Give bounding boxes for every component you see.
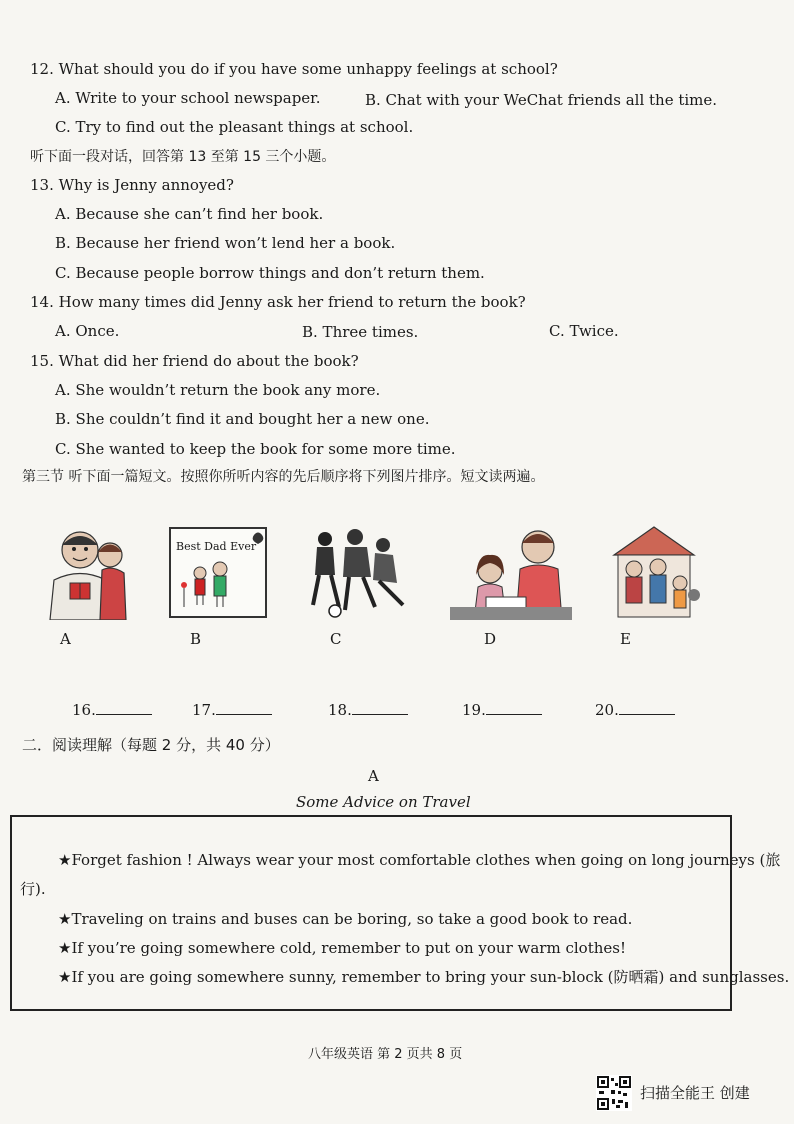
q12-option-c: C. Try to find out the pleasant things at school. — [55, 118, 414, 136]
q15-option-c: C. She wanted to keep the book for some more time. — [55, 440, 456, 458]
picture-a-label: A — [60, 630, 71, 648]
advice-item-3: ★If you’re going somewhere cold, remember to put on your warm clothes! — [58, 939, 626, 957]
picture-c-label: C — [330, 630, 342, 648]
q13-option-a: A. Because she can’t find her book. — [55, 205, 324, 223]
picture-d-reading-together — [450, 525, 572, 620]
picture-d-label: D — [484, 630, 497, 648]
answer-blank-17[interactable] — [192, 700, 272, 719]
picture-b-card-text: Best Dad Ever — [176, 540, 257, 553]
scanner-watermark: 扫描全能王 创建 — [640, 1084, 750, 1102]
answer-blank-16[interactable] — [72, 700, 152, 719]
advice-item-2: ★Traveling on trains and buses can be boring, so take a good book to read. — [58, 910, 633, 928]
answer-blank-18[interactable] — [328, 700, 408, 719]
q14-question: 14. How many times did Jenny ask her friend to return the book? — [30, 293, 526, 311]
section3-heading: 第三节 听下面一篇短文。按照你所听内容的先后顺序将下列图片排序。短文读两遍。 — [22, 469, 545, 485]
q13-question: 13. Why is Jenny annoyed? — [30, 176, 234, 194]
answer-blank-20[interactable] — [595, 700, 675, 719]
q15-question: 15. What did her friend do about the book? — [30, 352, 359, 370]
answer-blank-19[interactable] — [462, 700, 542, 719]
advice-item-4: ★If you are going somewhere sunny, remember to bring your sun-block (防晒霜) and sunglasses. — [58, 968, 790, 986]
q14-option-c: C. Twice. — [549, 322, 619, 340]
picture-c-playing-football — [305, 525, 405, 620]
instruction-13-15: 听下面一段对话，回答第 13 至第 15 三个小题。 — [30, 149, 336, 165]
blank-number: 17. — [192, 701, 216, 719]
picture-a-father-with-gift — [40, 525, 140, 620]
q15-option-a: A. She wouldn’t return the book any more. — [55, 381, 381, 399]
passage-letter: A — [368, 767, 379, 785]
passage-title: Some Advice on Travel — [296, 793, 471, 811]
q15-option-b: B. She couldn’t find it and bought her a new one. — [55, 410, 430, 428]
blank-number: 18. — [328, 701, 352, 719]
qr-code-icon — [596, 1075, 632, 1111]
advice-item-1: ★Forget fashion ! Always wear your most comfortable clothes when going on long journeys (旅 — [58, 851, 781, 869]
picture-e-family-at-home — [604, 525, 704, 620]
advice-item-1-continued: 行). — [20, 880, 46, 898]
picture-b-label: B — [190, 630, 202, 648]
blank-number: 20. — [595, 701, 619, 719]
blank-number: 16. — [72, 701, 96, 719]
q12-option-b: B. Chat with your WeChat friends all the time. — [365, 91, 718, 109]
q14-option-a: A. Once. — [55, 322, 120, 340]
part2-heading: 二．阅读理解（每题 2 分，共 40 分） — [22, 736, 280, 754]
q13-option-b: B. Because her friend won’t lend her a book. — [55, 234, 396, 252]
picture-e-label: E — [620, 630, 631, 648]
blank-number: 19. — [462, 701, 486, 719]
q13-option-c: C. Because people borrow things and don’t return them. — [55, 264, 485, 282]
q12-option-a: A. Write to your school newspaper. — [55, 89, 321, 107]
page-footer: 八年级英语 第 2 页共 8 页 — [308, 1047, 463, 1062]
q14-option-b: B. Three times. — [302, 323, 419, 341]
q12-question: 12. What should you do if you have some unhappy feelings at school? — [30, 60, 558, 78]
